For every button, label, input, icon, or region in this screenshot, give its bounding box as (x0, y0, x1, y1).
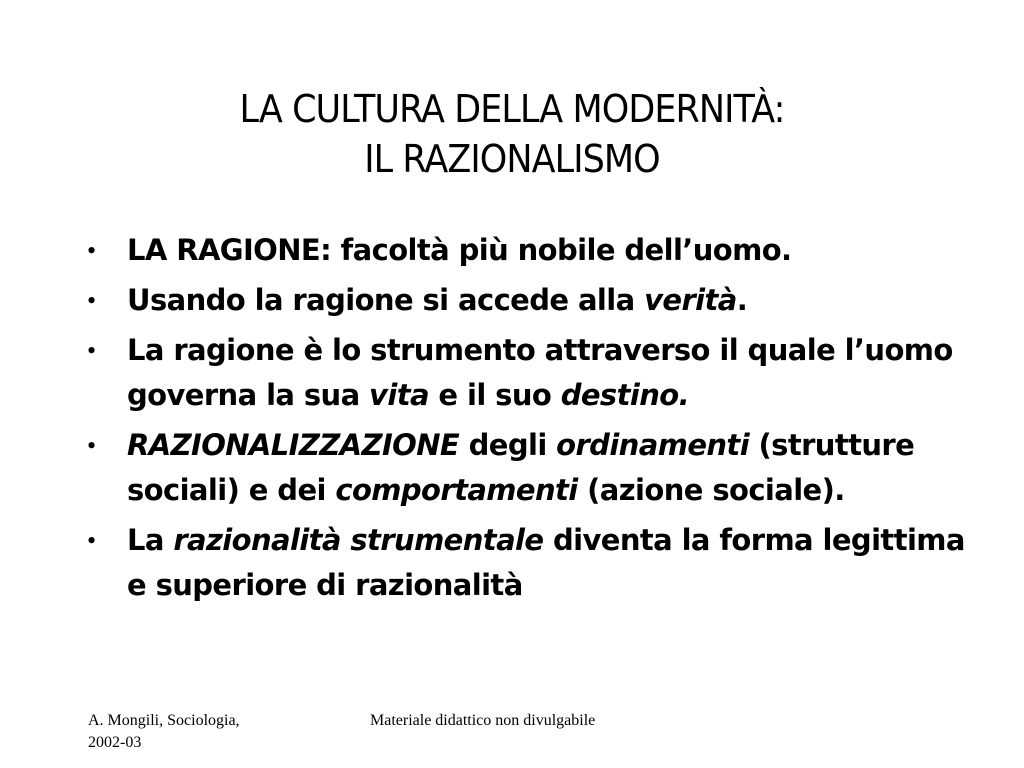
footer-author (88, 710, 240, 754)
bullet-text: diventa la forma legittima e superiore di razionalità (127, 523, 965, 602)
bullet-text-italic: razionalità strumentale (173, 523, 544, 557)
bullet-text: La ragione è lo strumento attraverso il quale l’uomo governa la sua (127, 333, 953, 412)
title-line-1: LA CULTURA DELLA MODERNITÀ: (239, 87, 785, 131)
bullet-marker: • (87, 526, 96, 555)
bullet-text-italic: RAZIONALIZZAZIONE (127, 428, 460, 462)
bullet-text: degli (459, 428, 557, 462)
footer-author-line-1: A. Mongili, Sociologia, (88, 712, 240, 729)
footer-author-line-2: 2002-03 (88, 734, 142, 751)
title-line-2: IL RAZIONALISMO (364, 137, 660, 181)
bullet-text-italic: ordinamenti (556, 428, 750, 462)
bullet-text: (strutture sociali) e dei (127, 428, 915, 507)
bullet-list (0, 228, 1024, 613)
bullet-text-italic: vita (369, 378, 429, 412)
footer-notice: Materiale didattico non divulgabile (370, 712, 596, 729)
bullet-marker: • (87, 286, 96, 315)
bullet-text-italic: destino. (560, 378, 689, 412)
bullet-item (0, 278, 967, 323)
bullet-text: e il suo (428, 378, 561, 412)
bullet-item (0, 328, 967, 418)
bullet-text-italic: verità (644, 283, 737, 317)
bullet-item (0, 423, 967, 513)
bullet-text-italic: comportamenti (335, 473, 578, 507)
bullet-marker: • (87, 336, 96, 365)
slide-title (41, 84, 983, 184)
bullet-marker: • (87, 236, 96, 265)
bullet-text: Usando la ragione si accede alla (127, 283, 645, 317)
bullet-text: La (127, 523, 174, 557)
bullet-text: LA RAGIONE: facoltà più nobile dell’uomo. (127, 233, 792, 267)
bullet-item (0, 228, 967, 273)
bullet-text: . (736, 283, 748, 317)
bullet-text: (azione sociale). (577, 473, 845, 507)
bullet-marker: • (87, 431, 96, 460)
bullet-item (0, 518, 967, 608)
